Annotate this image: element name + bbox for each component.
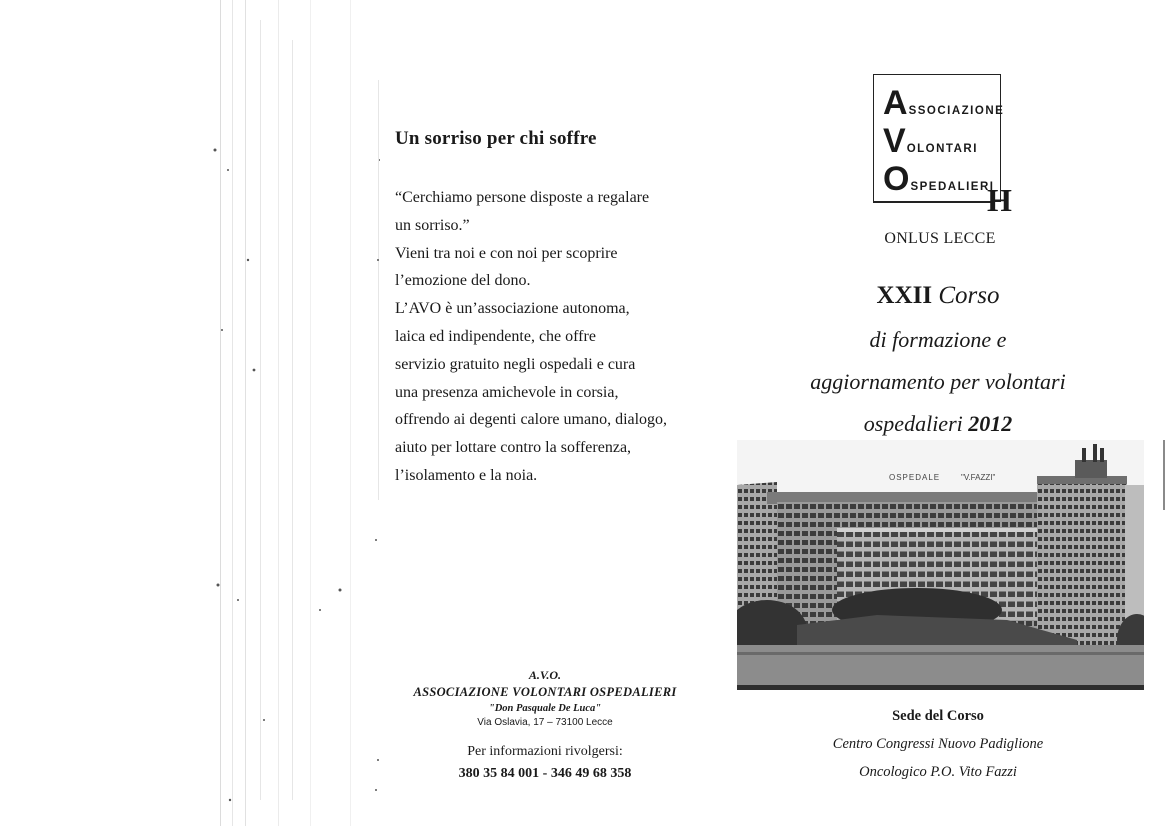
roof-sign: [1075, 460, 1107, 478]
course-number: XXII: [876, 282, 933, 309]
association-name: ASSOCIAZIONE VOLONTARI OSPEDALIERI: [413, 685, 677, 699]
hospital-photo: [737, 440, 1144, 690]
logo-letter: V: [883, 122, 906, 160]
paragraph-line: un sorriso.”: [395, 216, 470, 234]
photo-sign-1: OSPEDALE: [889, 473, 941, 482]
course-word: Corso: [938, 282, 1000, 309]
logo-row-associazione: [883, 86, 1004, 120]
scan-right-edge: [1163, 440, 1165, 510]
association-abbreviation: A.V.O.: [528, 668, 562, 682]
building-right-tower: [1037, 480, 1127, 645]
course-subtitle-2: aggiornamento per volontari: [810, 369, 1066, 394]
venue-line-2: Oncologico P.O. Vito Fazzi: [859, 764, 1017, 780]
paragraph-line: una presenza amichevole in corsia,: [395, 383, 619, 401]
ground-plaza: [737, 645, 1144, 690]
avo-logo: [873, 74, 1015, 220]
logo-h-mark: H: [987, 182, 1012, 218]
course-title: [800, 282, 1076, 310]
paragraph-line: aiuto per lottare contro la sofferenza,: [395, 439, 632, 457]
logo-word: SSOCIAZIONE: [908, 105, 1005, 117]
association-address: Via Oslavia, 17 – 73100 Lecce: [477, 717, 613, 728]
course-subtitle-3: [800, 411, 1076, 437]
paragraph-line: “Cerchiamo persone disposte a regalare: [395, 189, 650, 206]
paragraph-line: Vieni tra noi e con noi per scoprire: [395, 244, 618, 262]
intro-paragraph: [395, 184, 695, 490]
venue-title: Sede del Corso: [892, 708, 984, 724]
tagline: Un sorriso per chi soffre: [395, 128, 597, 149]
info-label: Per informazioni rivolgersi:: [467, 744, 623, 759]
association-dedication: "Don Pasquale De Luca": [488, 703, 602, 714]
paragraph-line: l’emozione del dono.: [395, 272, 531, 290]
logo-letter: O: [883, 160, 910, 198]
logo-word: SPEDALIERI: [910, 181, 995, 193]
course-year: 2012: [968, 411, 1013, 436]
photo-sign-2: "V.FAZZI": [961, 473, 996, 482]
contact-footer: [400, 668, 690, 782]
logo-row-volontari: [883, 124, 978, 158]
paragraph-line: servizio gratuito negli ospedali e cura: [395, 355, 636, 373]
onlus-label: ONLUS LECCE: [884, 230, 996, 247]
scan-edge-noise: [200, 0, 380, 826]
paragraph-line: L’AVO è un’associazione autonoma,: [395, 300, 630, 318]
logo-letter: A: [883, 84, 908, 122]
course-subtitle-1: di formazione e: [869, 327, 1007, 352]
phone-numbers: 380 35 84 001 - 346 49 68 358: [458, 766, 632, 781]
paragraph-line: offrendo ai degenti calore umano, dialogo,: [395, 411, 668, 429]
logo-underline: [873, 201, 991, 203]
venue-line-1: Centro Congressi Nuovo Padiglione: [832, 736, 1044, 752]
logo-row-ospedalieri: [883, 162, 994, 196]
paragraph-line: laica ed indipendente, che offre: [395, 327, 596, 345]
paragraph-line: l’isolamento e la noia.: [395, 466, 538, 484]
course-subtitle-3-text: ospedalieri: [863, 411, 963, 436]
logo-word: OLONTARI: [906, 143, 978, 155]
